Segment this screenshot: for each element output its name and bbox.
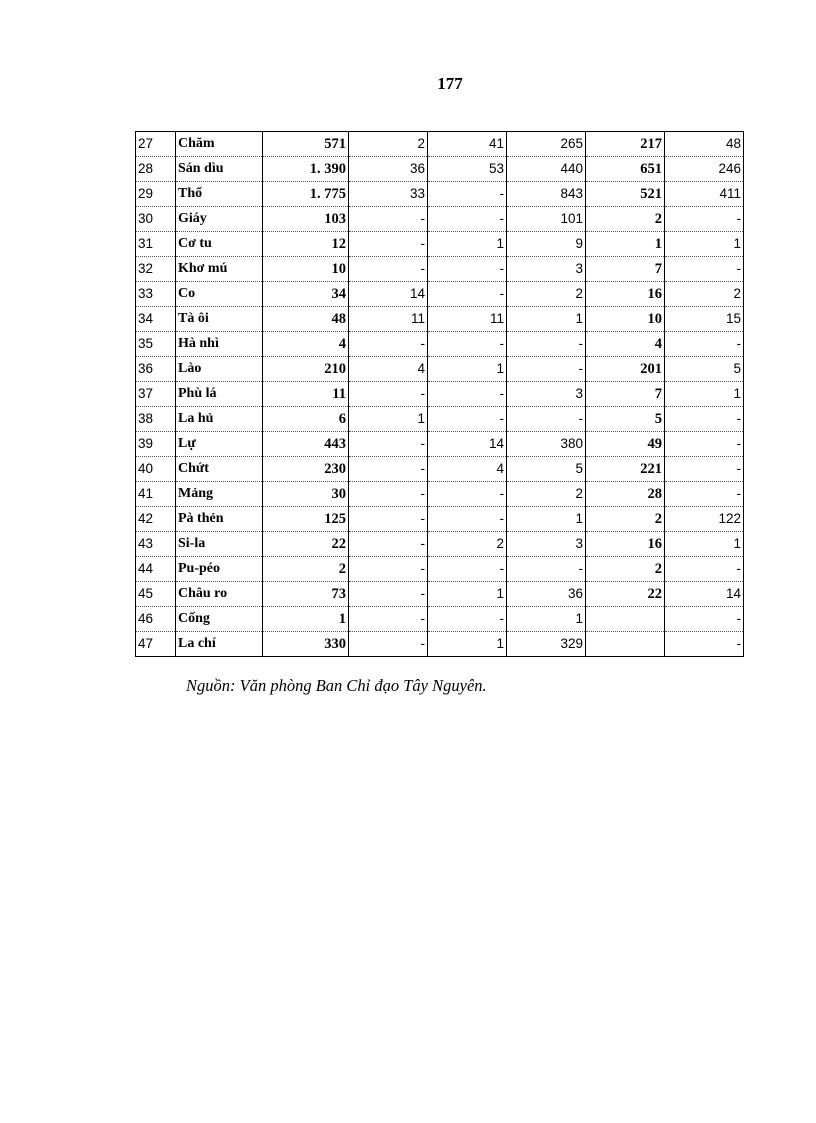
- row-number-cell: 38: [136, 407, 176, 432]
- value-cell: -: [665, 632, 744, 657]
- value-cell: 217: [586, 132, 665, 157]
- value-cell: 122: [665, 507, 744, 532]
- row-number-cell: 34: [136, 307, 176, 332]
- value-cell: 2: [586, 507, 665, 532]
- row-number-cell: 41: [136, 482, 176, 507]
- value-cell: -: [349, 382, 428, 407]
- row-number-cell: 27: [136, 132, 176, 157]
- ethnic-name-cell: Mảng: [176, 482, 263, 507]
- ethnic-name-cell: Lự: [176, 432, 263, 457]
- table-body: [136, 132, 744, 657]
- value-cell: -: [349, 207, 428, 232]
- value-cell: 36: [349, 157, 428, 182]
- ethnic-name-cell: Châu ro: [176, 582, 263, 607]
- ethnic-name-cell: Tà ôi: [176, 307, 263, 332]
- value-cell: 843: [507, 182, 586, 207]
- value-cell: -: [428, 607, 507, 632]
- total-cell: 125: [263, 507, 349, 532]
- total-cell: 1. 775: [263, 182, 349, 207]
- value-cell: -: [349, 457, 428, 482]
- table-row: [136, 182, 744, 207]
- ethnic-name-cell: Cống: [176, 607, 263, 632]
- value-cell: 2: [586, 557, 665, 582]
- ethnic-name-cell: Si-la: [176, 532, 263, 557]
- total-cell: 6: [263, 407, 349, 432]
- value-cell: -: [507, 357, 586, 382]
- value-cell: 411: [665, 182, 744, 207]
- value-cell: 651: [586, 157, 665, 182]
- table-row: [136, 507, 744, 532]
- row-number-cell: 42: [136, 507, 176, 532]
- value-cell: -: [665, 332, 744, 357]
- ethnic-name-cell: Co: [176, 282, 263, 307]
- value-cell: 1: [507, 307, 586, 332]
- table-row: [136, 282, 744, 307]
- value-cell: 9: [507, 232, 586, 257]
- value-cell: -: [428, 382, 507, 407]
- value-cell: -: [349, 582, 428, 607]
- value-cell: 329: [507, 632, 586, 657]
- value-cell: 2: [507, 482, 586, 507]
- value-cell: -: [428, 557, 507, 582]
- row-number-cell: 46: [136, 607, 176, 632]
- value-cell: 11: [428, 307, 507, 332]
- value-cell: -: [507, 557, 586, 582]
- value-cell: -: [349, 632, 428, 657]
- total-cell: 11: [263, 382, 349, 407]
- ethnic-data-table: [135, 131, 744, 657]
- table-row: [136, 357, 744, 382]
- value-cell: 2: [586, 207, 665, 232]
- value-cell: 48: [665, 132, 744, 157]
- value-cell: 14: [349, 282, 428, 307]
- value-cell: 221: [586, 457, 665, 482]
- value-cell: 36: [507, 582, 586, 607]
- value-cell: -: [349, 332, 428, 357]
- page-number: 177: [437, 74, 463, 93]
- row-number-cell: 29: [136, 182, 176, 207]
- row-number-cell: 30: [136, 207, 176, 232]
- value-cell: -: [428, 482, 507, 507]
- table-row: [136, 257, 744, 282]
- value-cell: -: [665, 607, 744, 632]
- total-cell: 210: [263, 357, 349, 382]
- value-cell: 22: [586, 582, 665, 607]
- value-cell: -: [665, 557, 744, 582]
- ethnic-name-cell: Chăm: [176, 132, 263, 157]
- value-cell: 1: [507, 607, 586, 632]
- value-cell: [586, 607, 665, 632]
- table-row: [136, 557, 744, 582]
- ethnic-name-cell: Pà thẻn: [176, 507, 263, 532]
- row-number-cell: 31: [136, 232, 176, 257]
- table-row: [136, 632, 744, 657]
- value-cell: -: [349, 557, 428, 582]
- row-number-cell: 35: [136, 332, 176, 357]
- value-cell: -: [349, 507, 428, 532]
- value-cell: 1: [428, 232, 507, 257]
- value-cell: 4: [428, 457, 507, 482]
- total-cell: 10: [263, 257, 349, 282]
- row-number-cell: 33: [136, 282, 176, 307]
- value-cell: 1: [349, 407, 428, 432]
- value-cell: 4: [586, 332, 665, 357]
- row-number-cell: 43: [136, 532, 176, 557]
- value-cell: 11: [349, 307, 428, 332]
- value-cell: -: [428, 332, 507, 357]
- value-cell: 1: [428, 582, 507, 607]
- value-cell: 380: [507, 432, 586, 457]
- value-cell: 53: [428, 157, 507, 182]
- ethnic-name-cell: Hà nhì: [176, 332, 263, 357]
- row-number-cell: 36: [136, 357, 176, 382]
- value-cell: 7: [586, 382, 665, 407]
- ethnic-name-cell: La hủ: [176, 407, 263, 432]
- value-cell: 2: [428, 532, 507, 557]
- value-cell: -: [349, 232, 428, 257]
- value-cell: -: [428, 407, 507, 432]
- value-cell: 16: [586, 532, 665, 557]
- value-cell: 3: [507, 382, 586, 407]
- ethnic-name-cell: Cơ tu: [176, 232, 263, 257]
- value-cell: 2: [665, 282, 744, 307]
- row-number-cell: 32: [136, 257, 176, 282]
- ethnic-name-cell: Chứt: [176, 457, 263, 482]
- value-cell: -: [507, 332, 586, 357]
- row-number-cell: 37: [136, 382, 176, 407]
- value-cell: -: [665, 207, 744, 232]
- row-number-cell: 47: [136, 632, 176, 657]
- value-cell: 246: [665, 157, 744, 182]
- value-cell: 1: [428, 357, 507, 382]
- row-number-cell: 44: [136, 557, 176, 582]
- row-number-cell: 28: [136, 157, 176, 182]
- value-cell: -: [349, 532, 428, 557]
- total-cell: 34: [263, 282, 349, 307]
- value-cell: 28: [586, 482, 665, 507]
- value-cell: 14: [428, 432, 507, 457]
- total-cell: 330: [263, 632, 349, 657]
- table-row: [136, 232, 744, 257]
- value-cell: 5: [507, 457, 586, 482]
- total-cell: 2: [263, 557, 349, 582]
- total-cell: 73: [263, 582, 349, 607]
- value-cell: 440: [507, 157, 586, 182]
- value-cell: -: [349, 257, 428, 282]
- table-row: [136, 532, 744, 557]
- ethnic-name-cell: La chí: [176, 632, 263, 657]
- value-cell: -: [665, 482, 744, 507]
- total-cell: 12: [263, 232, 349, 257]
- value-cell: 3: [507, 532, 586, 557]
- ethnic-name-cell: Giáy: [176, 207, 263, 232]
- value-cell: -: [665, 257, 744, 282]
- value-cell: [586, 632, 665, 657]
- total-cell: 1. 390: [263, 157, 349, 182]
- table-row: [136, 382, 744, 407]
- value-cell: 5: [586, 407, 665, 432]
- value-cell: 1: [665, 382, 744, 407]
- ethnic-name-cell: Pu-péo: [176, 557, 263, 582]
- table-row: [136, 407, 744, 432]
- table-row: [136, 457, 744, 482]
- table-row: [136, 582, 744, 607]
- value-cell: 201: [586, 357, 665, 382]
- row-number-cell: 40: [136, 457, 176, 482]
- value-cell: 1: [507, 507, 586, 532]
- ethnic-name-cell: Khơ mú: [176, 257, 263, 282]
- table-row: [136, 307, 744, 332]
- value-cell: 265: [507, 132, 586, 157]
- value-cell: -: [428, 507, 507, 532]
- total-cell: 1: [263, 607, 349, 632]
- value-cell: -: [349, 607, 428, 632]
- value-cell: 10: [586, 307, 665, 332]
- value-cell: 5: [665, 357, 744, 382]
- value-cell: 2: [507, 282, 586, 307]
- total-cell: 48: [263, 307, 349, 332]
- value-cell: 14: [665, 582, 744, 607]
- value-cell: 15: [665, 307, 744, 332]
- value-cell: -: [665, 432, 744, 457]
- value-cell: -: [428, 257, 507, 282]
- value-cell: 16: [586, 282, 665, 307]
- total-cell: 22: [263, 532, 349, 557]
- table-row: [136, 207, 744, 232]
- value-cell: 41: [428, 132, 507, 157]
- source-note: Nguồn: Văn phòng Ban Chỉ đạo Tây Nguyên.: [186, 676, 487, 695]
- total-cell: 4: [263, 332, 349, 357]
- value-cell: 2: [349, 132, 428, 157]
- value-cell: 1: [586, 232, 665, 257]
- value-cell: 1: [665, 532, 744, 557]
- total-cell: 443: [263, 432, 349, 457]
- value-cell: -: [428, 282, 507, 307]
- table-row: [136, 607, 744, 632]
- total-cell: 103: [263, 207, 349, 232]
- ethnic-name-cell: Lào: [176, 357, 263, 382]
- value-cell: -: [665, 457, 744, 482]
- value-cell: 3: [507, 257, 586, 282]
- value-cell: -: [665, 407, 744, 432]
- value-cell: -: [428, 182, 507, 207]
- value-cell: 33: [349, 182, 428, 207]
- value-cell: 521: [586, 182, 665, 207]
- row-number-cell: 45: [136, 582, 176, 607]
- table-row: [136, 482, 744, 507]
- total-cell: 571: [263, 132, 349, 157]
- value-cell: 7: [586, 257, 665, 282]
- value-cell: -: [349, 432, 428, 457]
- value-cell: 49: [586, 432, 665, 457]
- value-cell: 1: [428, 632, 507, 657]
- value-cell: 101: [507, 207, 586, 232]
- value-cell: -: [507, 407, 586, 432]
- row-number-cell: 39: [136, 432, 176, 457]
- ethnic-name-cell: Thổ: [176, 182, 263, 207]
- ethnic-name-cell: Phù lá: [176, 382, 263, 407]
- total-cell: 230: [263, 457, 349, 482]
- value-cell: -: [349, 482, 428, 507]
- total-cell: 30: [263, 482, 349, 507]
- table-row: [136, 332, 744, 357]
- ethnic-name-cell: Sán dìu: [176, 157, 263, 182]
- table-row: [136, 157, 744, 182]
- table-row: [136, 132, 744, 157]
- value-cell: 4: [349, 357, 428, 382]
- table-row: [136, 432, 744, 457]
- value-cell: 1: [665, 232, 744, 257]
- value-cell: -: [428, 207, 507, 232]
